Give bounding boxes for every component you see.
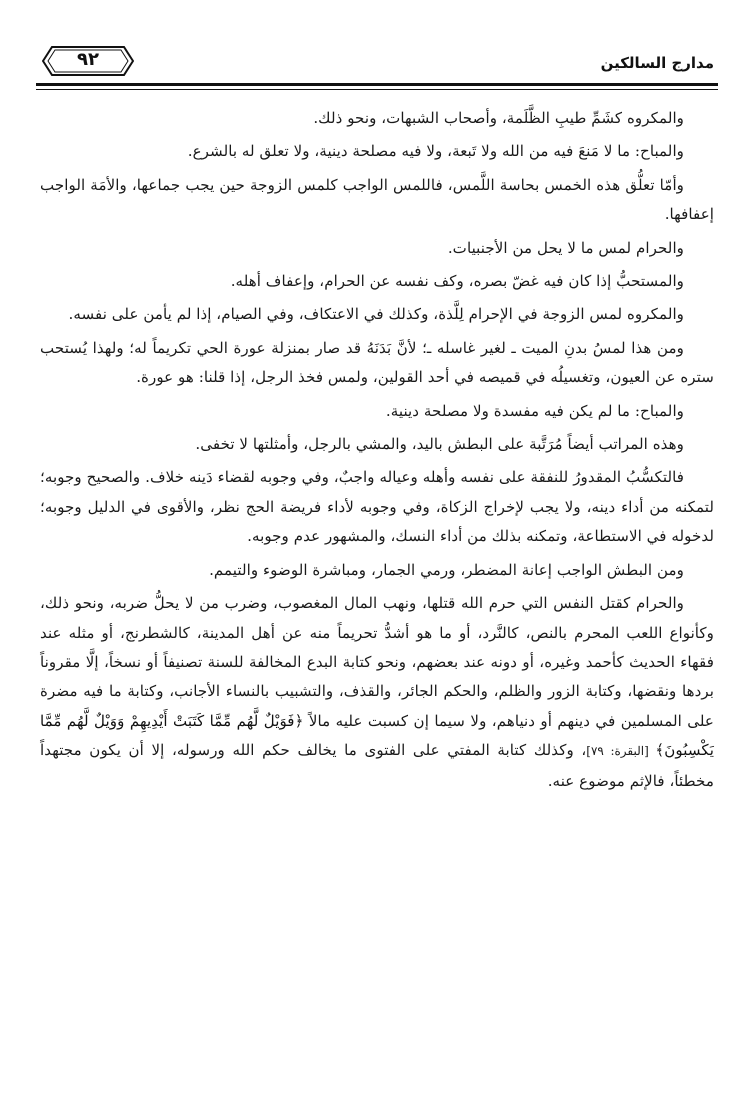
paragraph: والمكروه لمس الزوجة في الإحرام لِلَّذة، وكذلك في الاعتكاف، وفي الصيام، إذا لم يأمن على نفسه. [68, 305, 684, 324]
paragraph: والمباح: ما لم يكن فيه مفسدة ولا مصلحة دينية. [385, 401, 684, 420]
paragraph: والمباح: ما لا مَنعَ فيه من الله ولا تَبعة، ولا فيه مصلحة دينية، ولا تعلق له بالشرع. [187, 142, 684, 161]
paragraph: وهذه المراتب أيضاً مُرَتَّبة على البطش باليد، والمشي بالرجل، وأمثلتها لا تخفى. [195, 435, 684, 454]
page-header [36, 40, 718, 88]
page-body [40, 104, 714, 800]
page-number: ٩٢ [77, 49, 99, 70]
paragraph-text: ، وكذلك كتابة المفتي على الفتوى ما يخالف حكم الله ورسوله، إلا أن يكون مجتهداً مخطئاً، فالإثم موضوع عنه. [40, 741, 714, 790]
quran-verse: ﴿فَوَيْلٌ لَّهُم مِّمَّا كَتَبَتْ أَيْدِيهِمْ وَوَيْلٌ لَّهُم مِّمَّا يَكْسِبُونَ﴾ [40, 711, 714, 760]
paragraph: فالتكسُّبُ المقدورُ للنفقة على نفسه وأهله وعياله واجبٌ، وفي وجوبه لقضاء دَينه خلاف. والصحيح وجوبه؛ لتمكنه من أداء دينه، ولا يجب لإخراج الزكاة، وفي وجوبه لأداء فريضة الحج نظر، والأقوى في الدليل وجوبه؛ لدخوله في الاستطاعة، وتمكنه بذلك من أداء النسك، والمشهور عدم وجوبه. [40, 468, 714, 546]
paragraph: ومن هذا لمسُ بدنِ الميت ـ لغير غاسله ـ؛ لأنَّ بَدَنَهُ قد صار بمنزلة عورة الحي تكريماً له؛ ولهذا يُستحب ستره عن العيون، وتغسيلُه في قميصه في أحد القولين، ولمس فخذ الرجل، إذا قلنا: هو عورة. [40, 338, 714, 387]
header-rule-thin [36, 89, 718, 90]
page-number-frame [42, 44, 134, 78]
paragraph: والمستحبُّ إذا كان فيه غضّ بصره، وكف نفسه عن الحرام، وإعفاف أهله. [230, 272, 684, 291]
book-title: مدارج السالكين [600, 54, 714, 72]
paragraph-text: والحرام كقتل النفس التي حرم الله قتلها، ونهب المال المغصوب، وضرب من لا يحلُّ ضربه، ونحو ذلك، وكأنواع اللعب المحرم بالنص، كالنَّرد، أو ما هو أشدُّ تحريماً منه عن أهل المدينة، كالشطرنج، أو مثله عند فقهاء الحديث كأحمد وغيره، أو دونه عند بعضهم، ونحو كتابة البدع المخالفة للسنة تصنيفاً أو نسخاً، إلَّا مقروناً بردها ونقضها، وكتابة الزور والظلم، والحكم الجائر، والقذف، والتشبيب بالنساء الأجانب، وكتابة ما فيه مضرة على المسلمين في دينهم أو دنياهم، ولا سيما إن كسبت عليه مالاً [40, 594, 714, 730]
paragraph: وأمّا تعلُّق هذه الخمس بحاسة اللَّمس، فاللمس الواجب كلمس الزوجة حين يجب جماعها، والأمَة الواجب إعفافها. [40, 175, 714, 224]
paragraph: والحرام لمس ما لا يحل من الأجنبيات. [447, 238, 684, 257]
paragraph: ومن البطش الواجب إعانة المضطر، ورمي الجمار، ومباشرة الوضوء والتيمم. [209, 560, 684, 579]
verse-reference: [البقرة: ٧٩] [586, 744, 656, 759]
paragraph: والمكروه كشَمِّ طيبِ الظَّلَمة، وأصحاب الشبهات، ونحو ذلك. [313, 109, 684, 127]
paragraph-with-quran-verse [40, 589, 714, 796]
header-rule-thick [36, 83, 718, 86]
